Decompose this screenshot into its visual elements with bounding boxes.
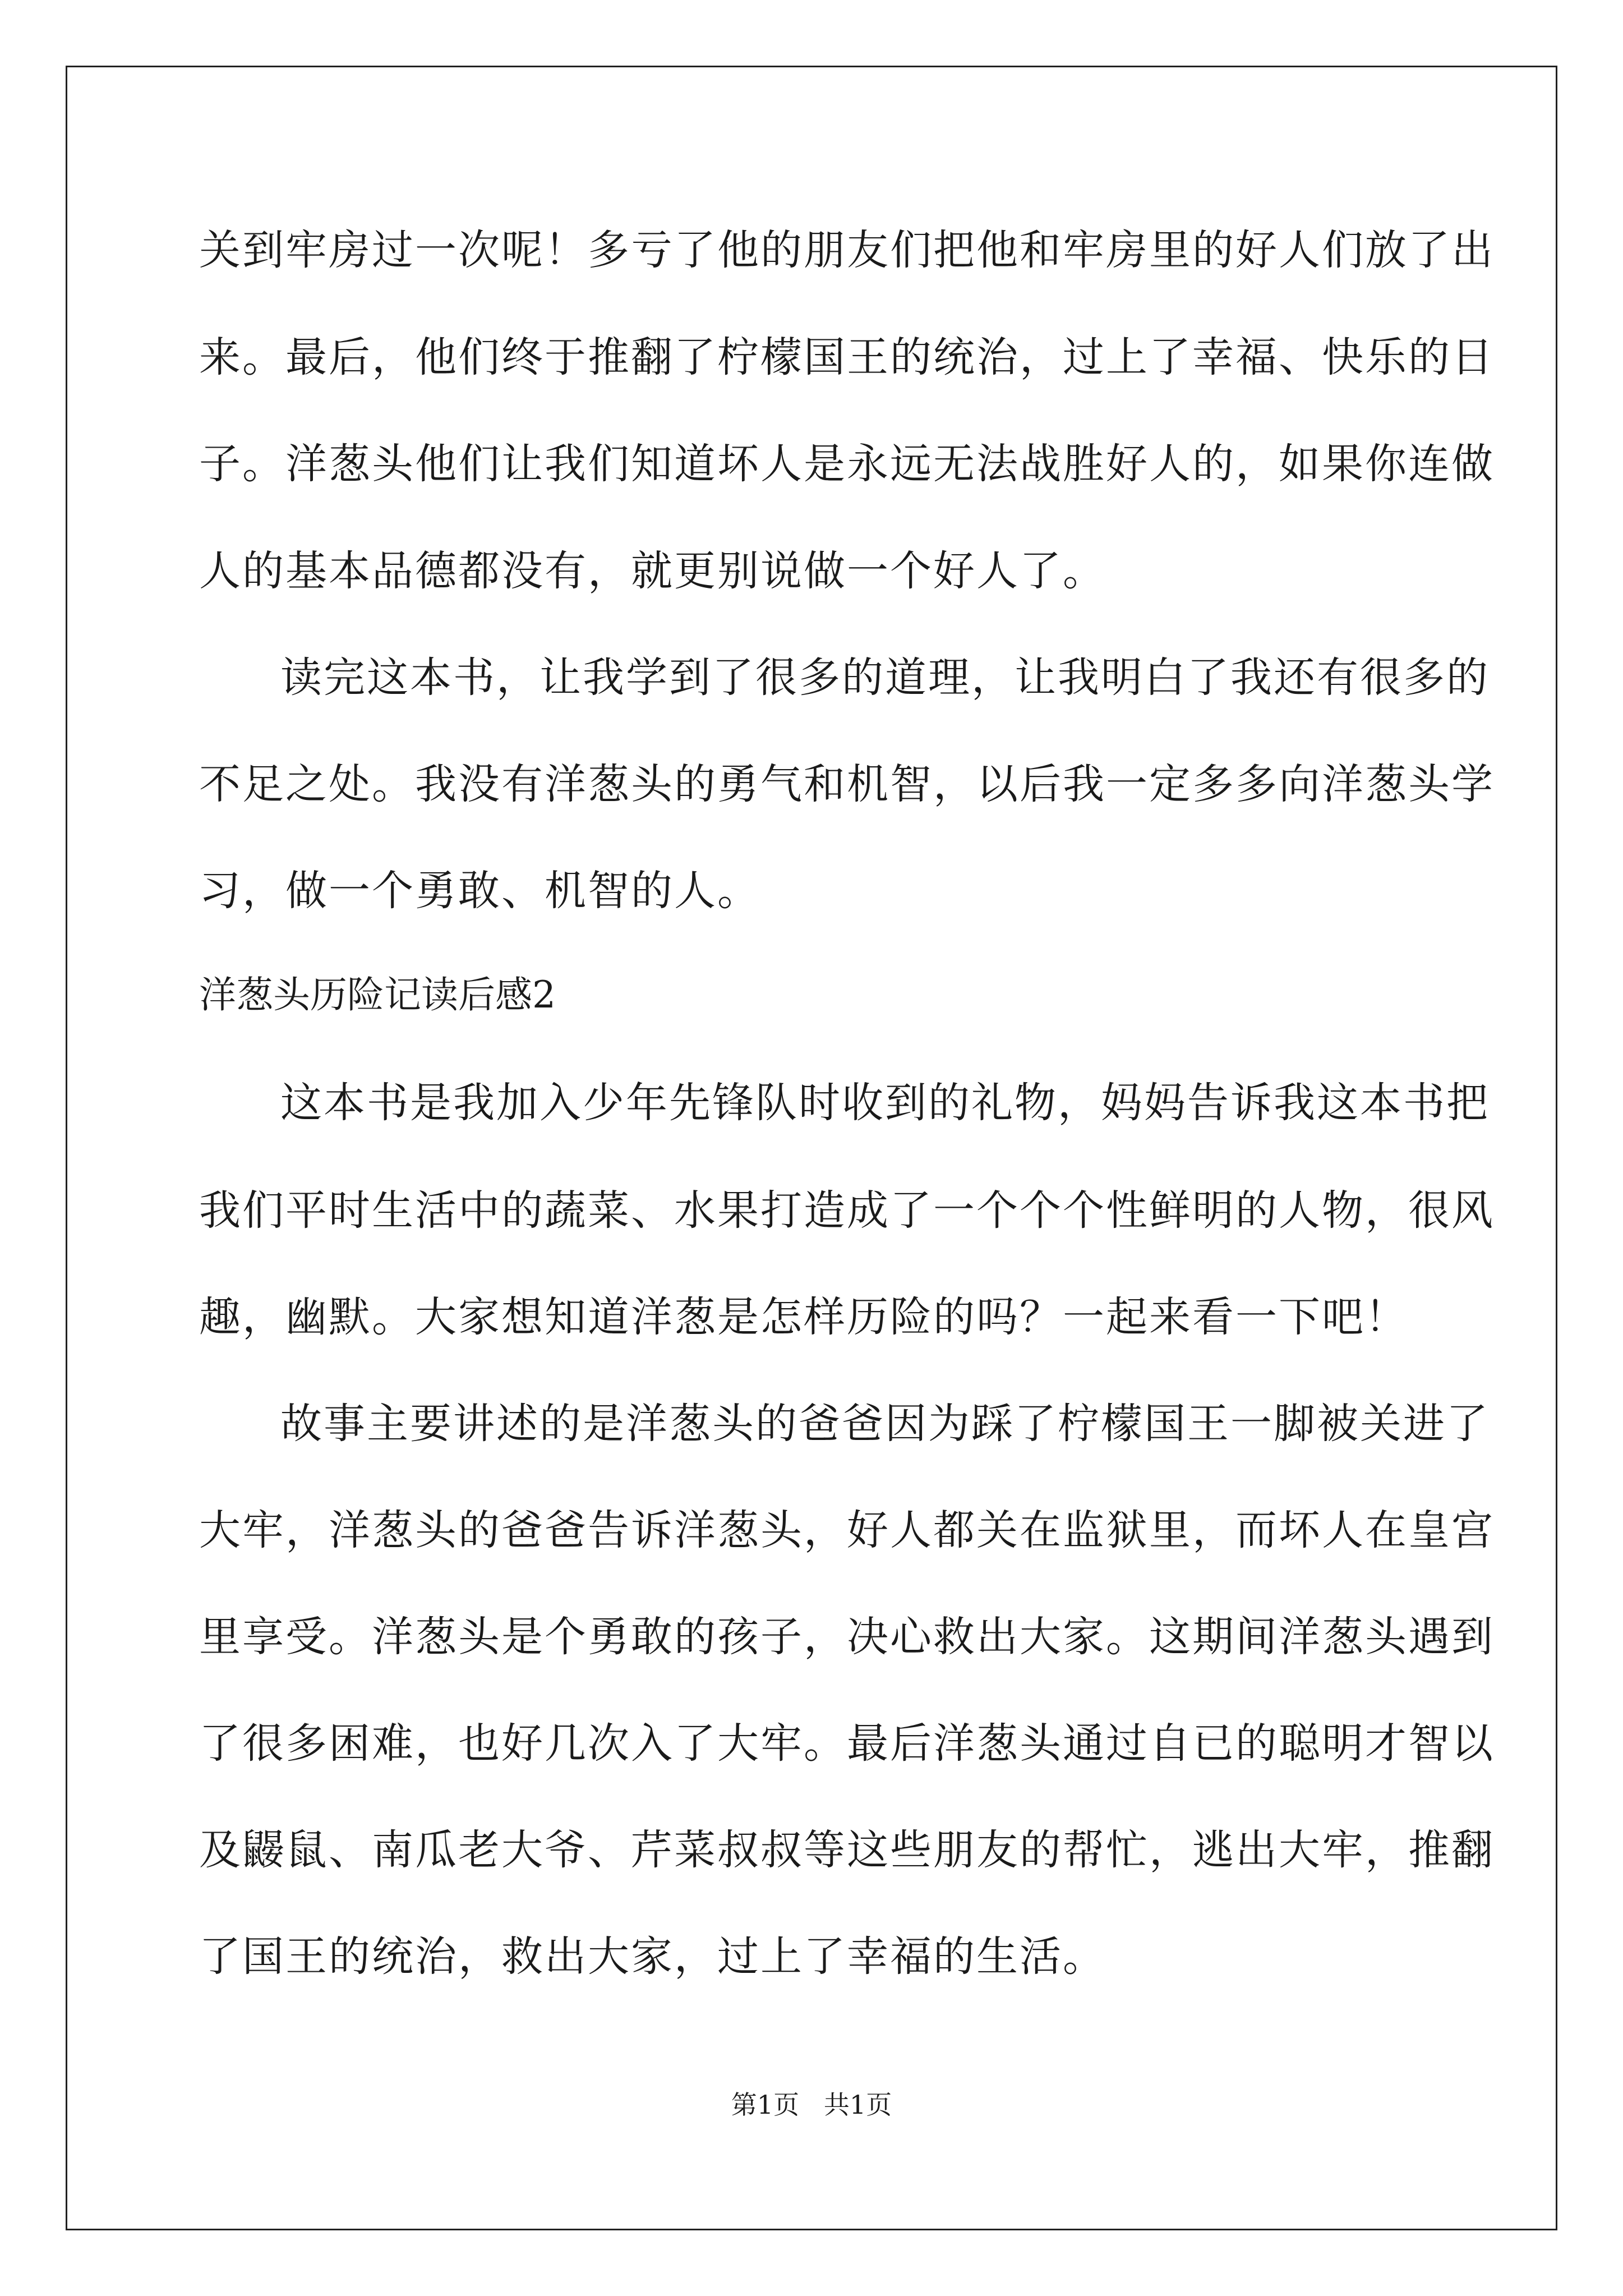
text-line: 习，做一个勇敢、机智的人。 bbox=[199, 867, 760, 915]
text-line: 我们平时生活中的蔬菜、水果打造成了一个个个性鲜明的人物，很风 bbox=[199, 1186, 1495, 1235]
text-line: 了国王的统治，救出大家，过上了幸福的生活。 bbox=[199, 1932, 1106, 1981]
paragraph-first-line: 这本书是我加入少年先锋队时收到的礼物，妈妈告诉我这本书把 bbox=[280, 1079, 1490, 1127]
text-line: 了很多困难，也好几次入了大牢。最后洋葱头通过自已的聪明才智以 bbox=[199, 1719, 1495, 1768]
paragraph-first-line: 读完这本书，让我学到了很多的道理，让我明白了我还有很多的 bbox=[280, 654, 1490, 702]
text-line: 人的基本品德都没有，就更别说做一个好人了。 bbox=[199, 547, 1106, 595]
text-line: 及鼹鼠、南瓜老大爷、芹菜叔叔等这些朋友的帮忙，逃出大牢，推翻 bbox=[199, 1826, 1495, 1874]
text-line: 大牢，洋葱头的爸爸告诉洋葱头，好人都关在监狱里，而坏人在皇宫 bbox=[199, 1506, 1495, 1554]
page-border bbox=[66, 66, 1557, 2230]
text-line: 关到牢房过一次呢！多亏了他的朋友们把他和牢房里的好人们放了出 bbox=[199, 226, 1495, 274]
text-line: 来。最后，他们终于推翻了柠檬国王的统治，过上了幸福、快乐的日 bbox=[199, 333, 1495, 381]
text-line: 子。洋葱头他们让我们知道坏人是永远无法战胜好人的，如果你连做 bbox=[199, 440, 1495, 488]
text-line: 不足之处。我没有洋葱头的勇气和机智，以后我一定多多向洋葱头学 bbox=[199, 760, 1495, 808]
text-line: 里享受。洋葱头是个勇敢的孩子，决心救出大家。这期间洋葱头遇到 bbox=[199, 1613, 1495, 1661]
paragraph-first-line: 故事主要讲述的是洋葱头的爸爸因为踩了柠檬国王一脚被关进了 bbox=[280, 1400, 1490, 1448]
section-heading: 洋葱头历险记读后感2 bbox=[199, 973, 556, 1016]
text-line: 趣，幽默。大家想知道洋葱是怎样历险的吗？一起来看一下吧！ bbox=[199, 1293, 1408, 1341]
page-number: 第1页 共1页 bbox=[731, 2090, 892, 2120]
